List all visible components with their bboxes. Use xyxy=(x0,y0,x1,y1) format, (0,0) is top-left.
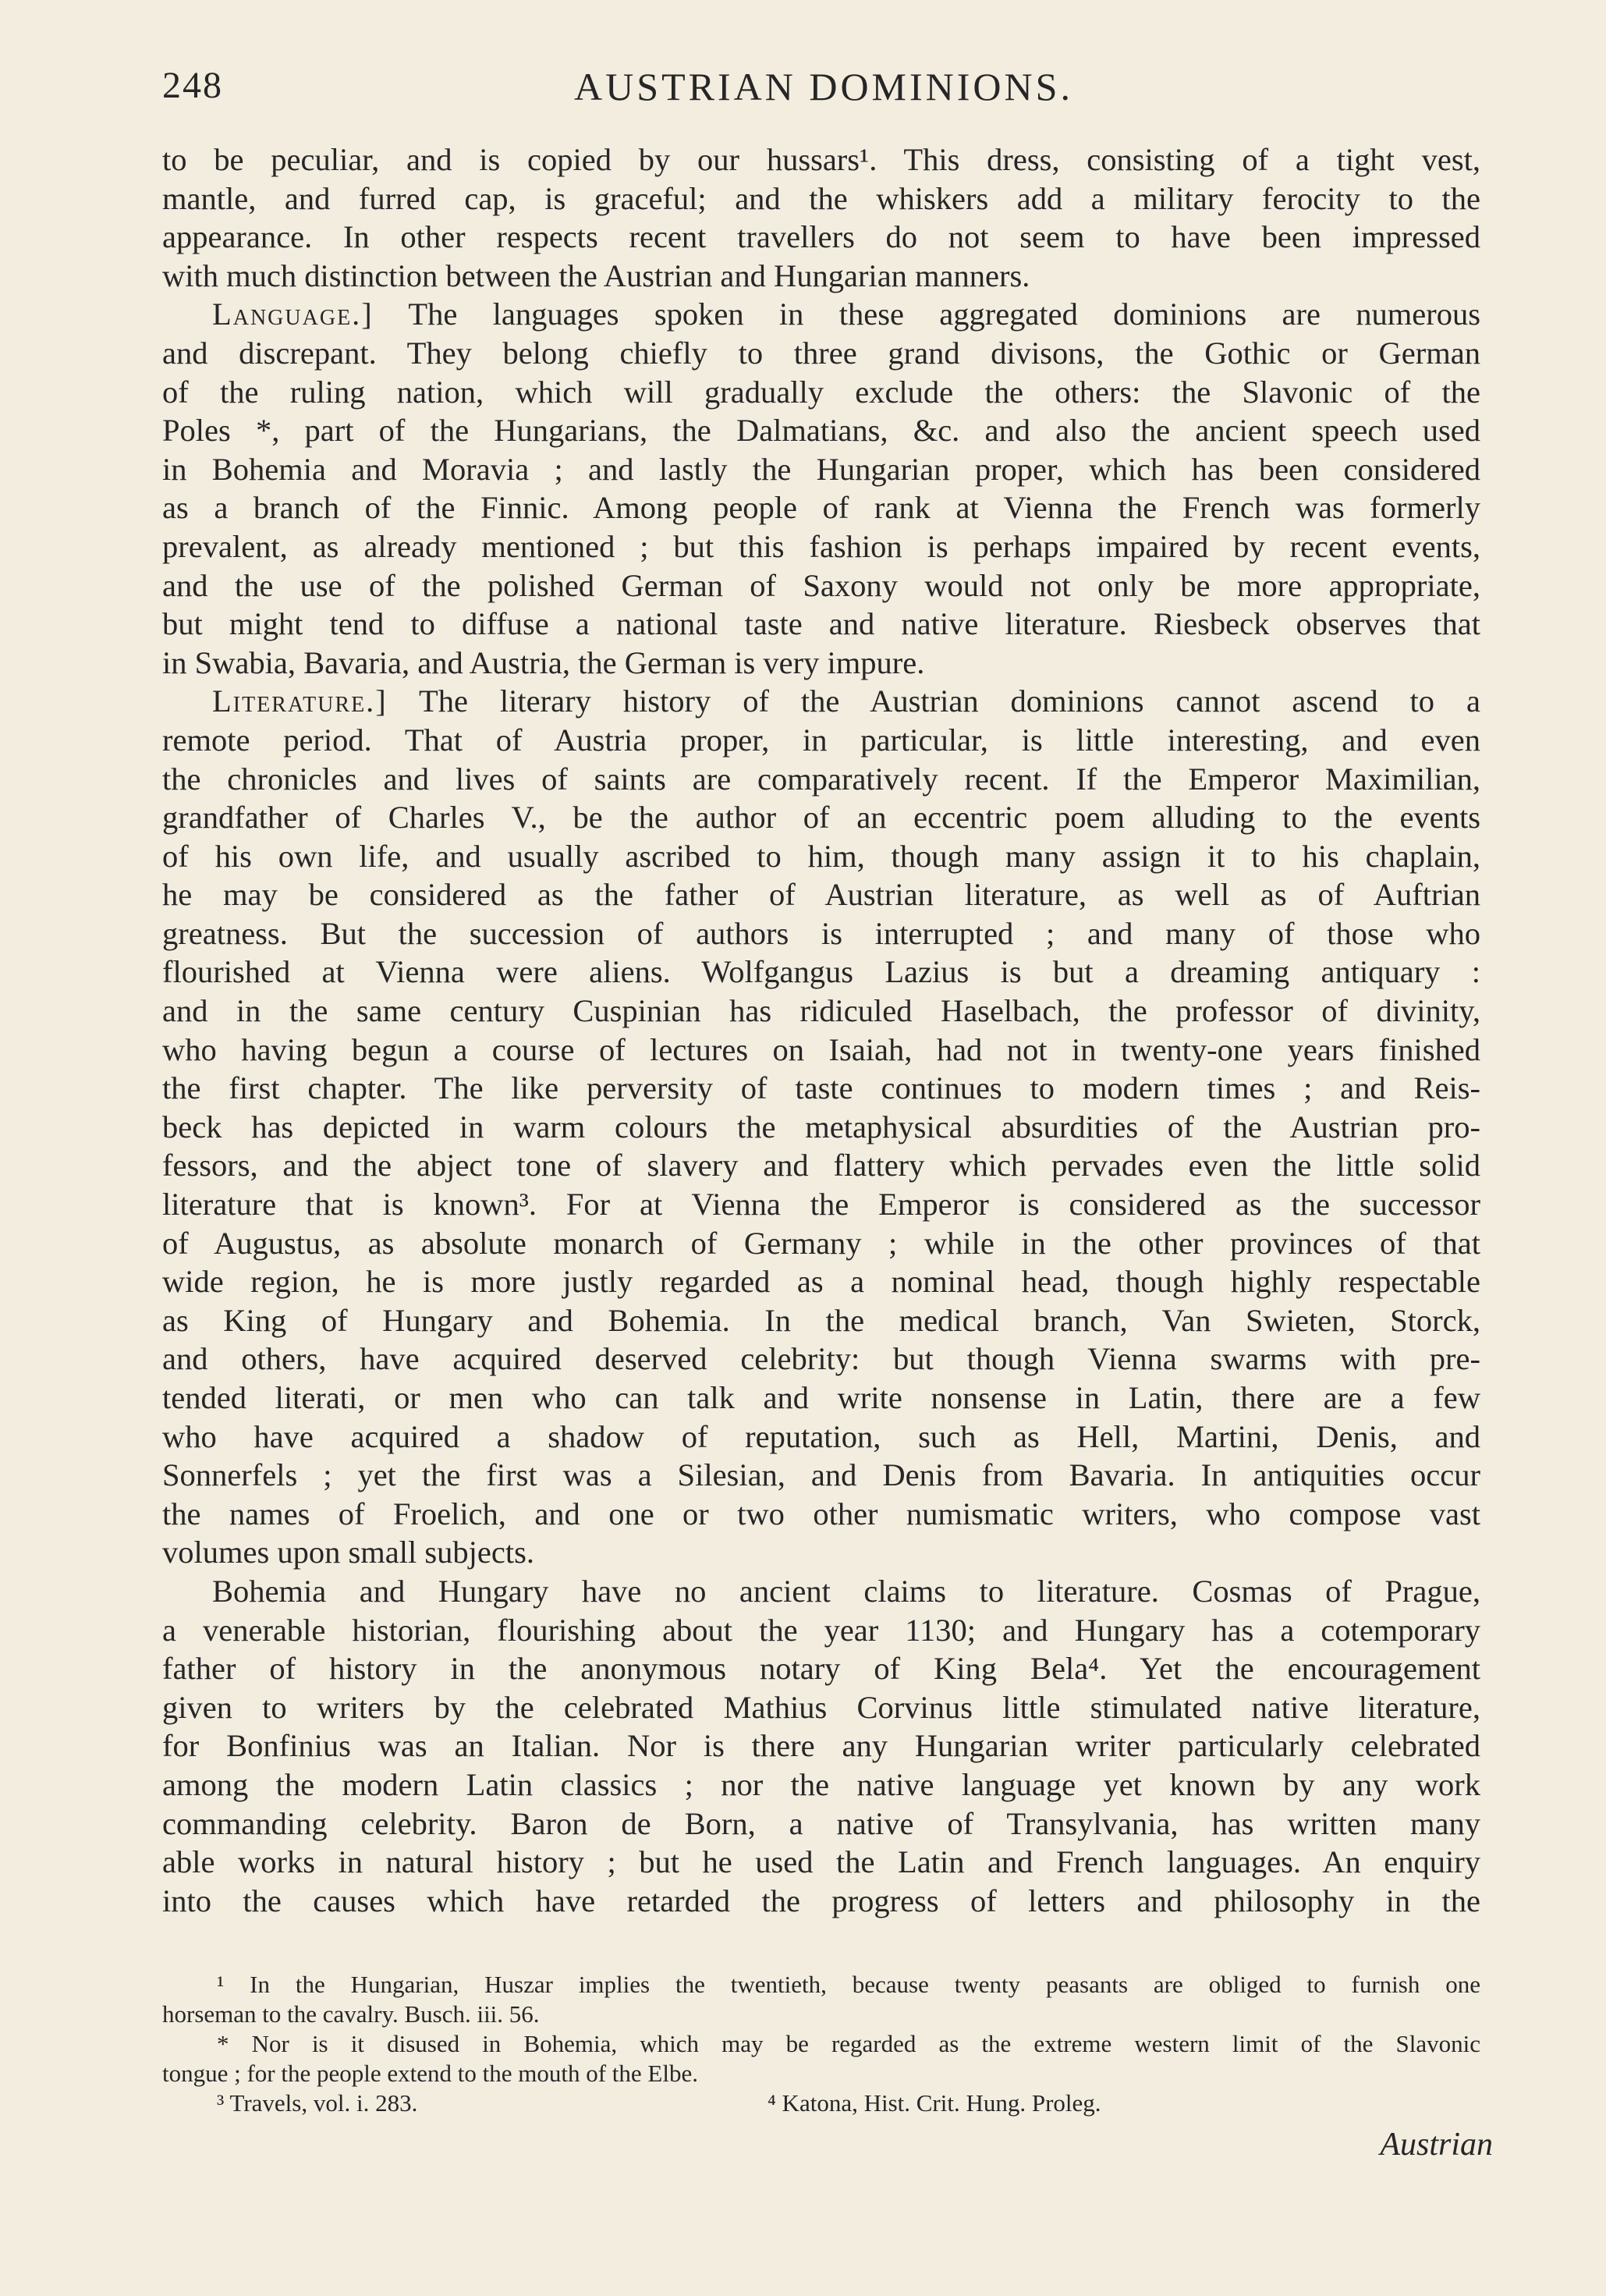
text-line: Poles *, part of the Hungarians, the Dalmatians, &c. and also the ancient speech used xyxy=(162,413,1480,449)
text-line: commanding celebrity. Baron de Born, a native of Transylvania, has written many xyxy=(162,1805,1480,1841)
text-line: Bohemia and Hungary have no ancient claims to literature. Cosmas of Prague, xyxy=(212,1573,1480,1609)
footnote-line: horseman to the cavalry. Busch. iii. 56. xyxy=(162,2000,540,2028)
text-line: he may be considered as the father of Austrian literature, as well as of Auftrian xyxy=(162,877,1480,913)
text-line: and discrepant. They belong chiefly to three grand divisons, the Gothic or German xyxy=(162,335,1480,371)
page-number: 248 xyxy=(162,65,223,106)
footnote-line: tongue ; for the people extend to the mouth of the Elbe. xyxy=(162,2060,698,2087)
text-line: a venerable historian, flourishing about the year 1130; and Hungary has a cotemporary xyxy=(162,1612,1480,1648)
text-line: volumes upon small subjects. xyxy=(162,1535,534,1570)
page-header xyxy=(162,64,1485,119)
text-line: tended literati, or men who can talk and write nonsense in Latin, there are a few xyxy=(162,1380,1480,1415)
text-line: literature that is known³. For at Vienna the Emperor is considered as the successor xyxy=(162,1187,1480,1223)
footnotes xyxy=(162,1970,1480,2118)
text-line: as a branch of the Finnic. Among people of rank at Vienna the French was formerly xyxy=(162,490,1480,526)
text-line: given to writers by the celebrated Mathius Corvinus little stimulated native literature, xyxy=(162,1689,1480,1725)
text-line: mantle, and furred cap, is graceful; and the whiskers add a military ferocity to the xyxy=(162,180,1480,216)
text-line: and the use of the polished German of Saxony would not only be more appropriate, xyxy=(162,567,1480,603)
text-line: and in the same century Cuspinian has ridiculed Haselbach, the professor of divinity, xyxy=(162,993,1480,1029)
body-text xyxy=(162,140,1480,1920)
text-line: of Augustus, as absolute monarch of Germany ; while in the other provinces of that xyxy=(162,1225,1480,1261)
catchword: Austrian xyxy=(1380,2127,1493,2163)
text-line: into the causes which have retarded the progress of letters and philosophy in the xyxy=(162,1883,1480,1918)
text-line-rest: The literary history of the Austrian dominions cannot ascend to a xyxy=(419,683,1480,719)
text-line: father of history in the anonymous notary of King Bela⁴. Yet the encouragement xyxy=(162,1651,1480,1687)
footnote-line: ¹ In the Hungarian, Huszar implies the twentieth, because twenty peasants are obliged to furnish one xyxy=(217,1971,1480,1998)
footnote-3: ³ Travels, vol. i. 283. xyxy=(217,2089,418,2117)
text-line: Sonnerfels ; yet the first was a Silesian, and Denis from Bavaria. In antiquities occur xyxy=(162,1457,1480,1493)
text-line: remote period. That of Austria proper, in particular, is little interesting, and even xyxy=(162,722,1480,758)
text-line: of the ruling nation, which will gradually exclude the others: the Slavonic of the xyxy=(162,374,1480,410)
footnote-line: * Nor is it disused in Bohemia, which may be regarded as the extreme western limit of the Slavonic xyxy=(217,2030,1480,2057)
text-line: wide region, he is more justly regarded as a nominal head, though highly respectable xyxy=(162,1264,1480,1300)
text-line: among the modern Latin classics ; nor the native language yet known by any work xyxy=(162,1766,1480,1802)
text-line: fessors, and the abject tone of slavery and flattery which pervades even the little solid xyxy=(162,1148,1480,1183)
text-line: prevalent, as already mentioned ; but this fashion is perhaps impaired by recent events, xyxy=(162,528,1480,564)
text-line: who have acquired a shadow of reputation, such as Hell, Martini, Denis, and xyxy=(162,1418,1480,1454)
text-line xyxy=(162,295,1480,334)
text-line: in Bohemia and Moravia ; and lastly the Hungarian proper, which has been considered xyxy=(162,451,1480,487)
text-line: and others, have acquired deserved celebrity: but though Vienna swarms with pre- xyxy=(162,1341,1480,1377)
side-head-language: Language.] xyxy=(212,296,374,332)
running-head: AUSTRIAN DOMINIONS. xyxy=(574,65,1073,108)
text-line: to be peculiar, and is copied by our hussars¹. This dress, consisting of a tight vest, xyxy=(162,142,1480,177)
text-line: the names of Froelich, and one or two other numismatic writers, who compose vast xyxy=(162,1496,1480,1531)
text-line: of his own life, and usually ascribed to him, though many assign it to his chaplain, xyxy=(162,838,1480,874)
text-line: the chronicles and lives of saints are comparatively recent. If the Emperor Maximilian, xyxy=(162,761,1480,797)
text-line xyxy=(162,682,1480,721)
text-line: appearance. In other respects recent travellers do not seem to have been impressed xyxy=(162,219,1480,255)
text-line: flourished at Vienna were aliens. Wolfgangus Lazius is but a dreaming antiquary : xyxy=(162,954,1480,990)
text-line: with much distinction between the Austrian and Hungarian manners. xyxy=(162,257,1030,293)
text-line: for Bonfinius was an Italian. Nor is there any Hungarian writer particularly celebrated xyxy=(162,1728,1480,1764)
footnote-row xyxy=(187,2088,1480,2118)
text-line: greatness. But the succession of authors is interrupted ; and many of those who xyxy=(162,915,1480,951)
text-line: able works in natural history ; but he used the Latin and French languages. An enquiry xyxy=(162,1844,1480,1880)
text-line: as King of Hungary and Bohemia. In the medical branch, Van Swieten, Storck, xyxy=(162,1302,1480,1338)
text-line: the first chapter. The like perversity of taste continues to modern times ; and Reis- xyxy=(162,1070,1480,1106)
side-head-literature: Literature.] xyxy=(212,683,388,719)
text-line: in Swabia, Bavaria, and Austria, the German is very impure. xyxy=(162,644,925,680)
text-line: who having begun a course of lectures on Isaiah, had not in twenty-one years finished xyxy=(162,1031,1480,1067)
text-line: grandfather of Charles V., be the author of an eccentric poem alluding to the events xyxy=(162,800,1480,836)
text-line: but might tend to diffuse a national taste and native literature. Riesbeck observes that xyxy=(162,606,1480,642)
text-line: beck has depicted in warm colours the metaphysical absurdities of the Austrian pro- xyxy=(162,1109,1480,1144)
footnote-4: ⁴ Katona, Hist. Crit. Hung. Proleg. xyxy=(768,2089,1101,2117)
text-line-rest: The languages spoken in these aggregated dominions are numerous xyxy=(408,296,1480,332)
